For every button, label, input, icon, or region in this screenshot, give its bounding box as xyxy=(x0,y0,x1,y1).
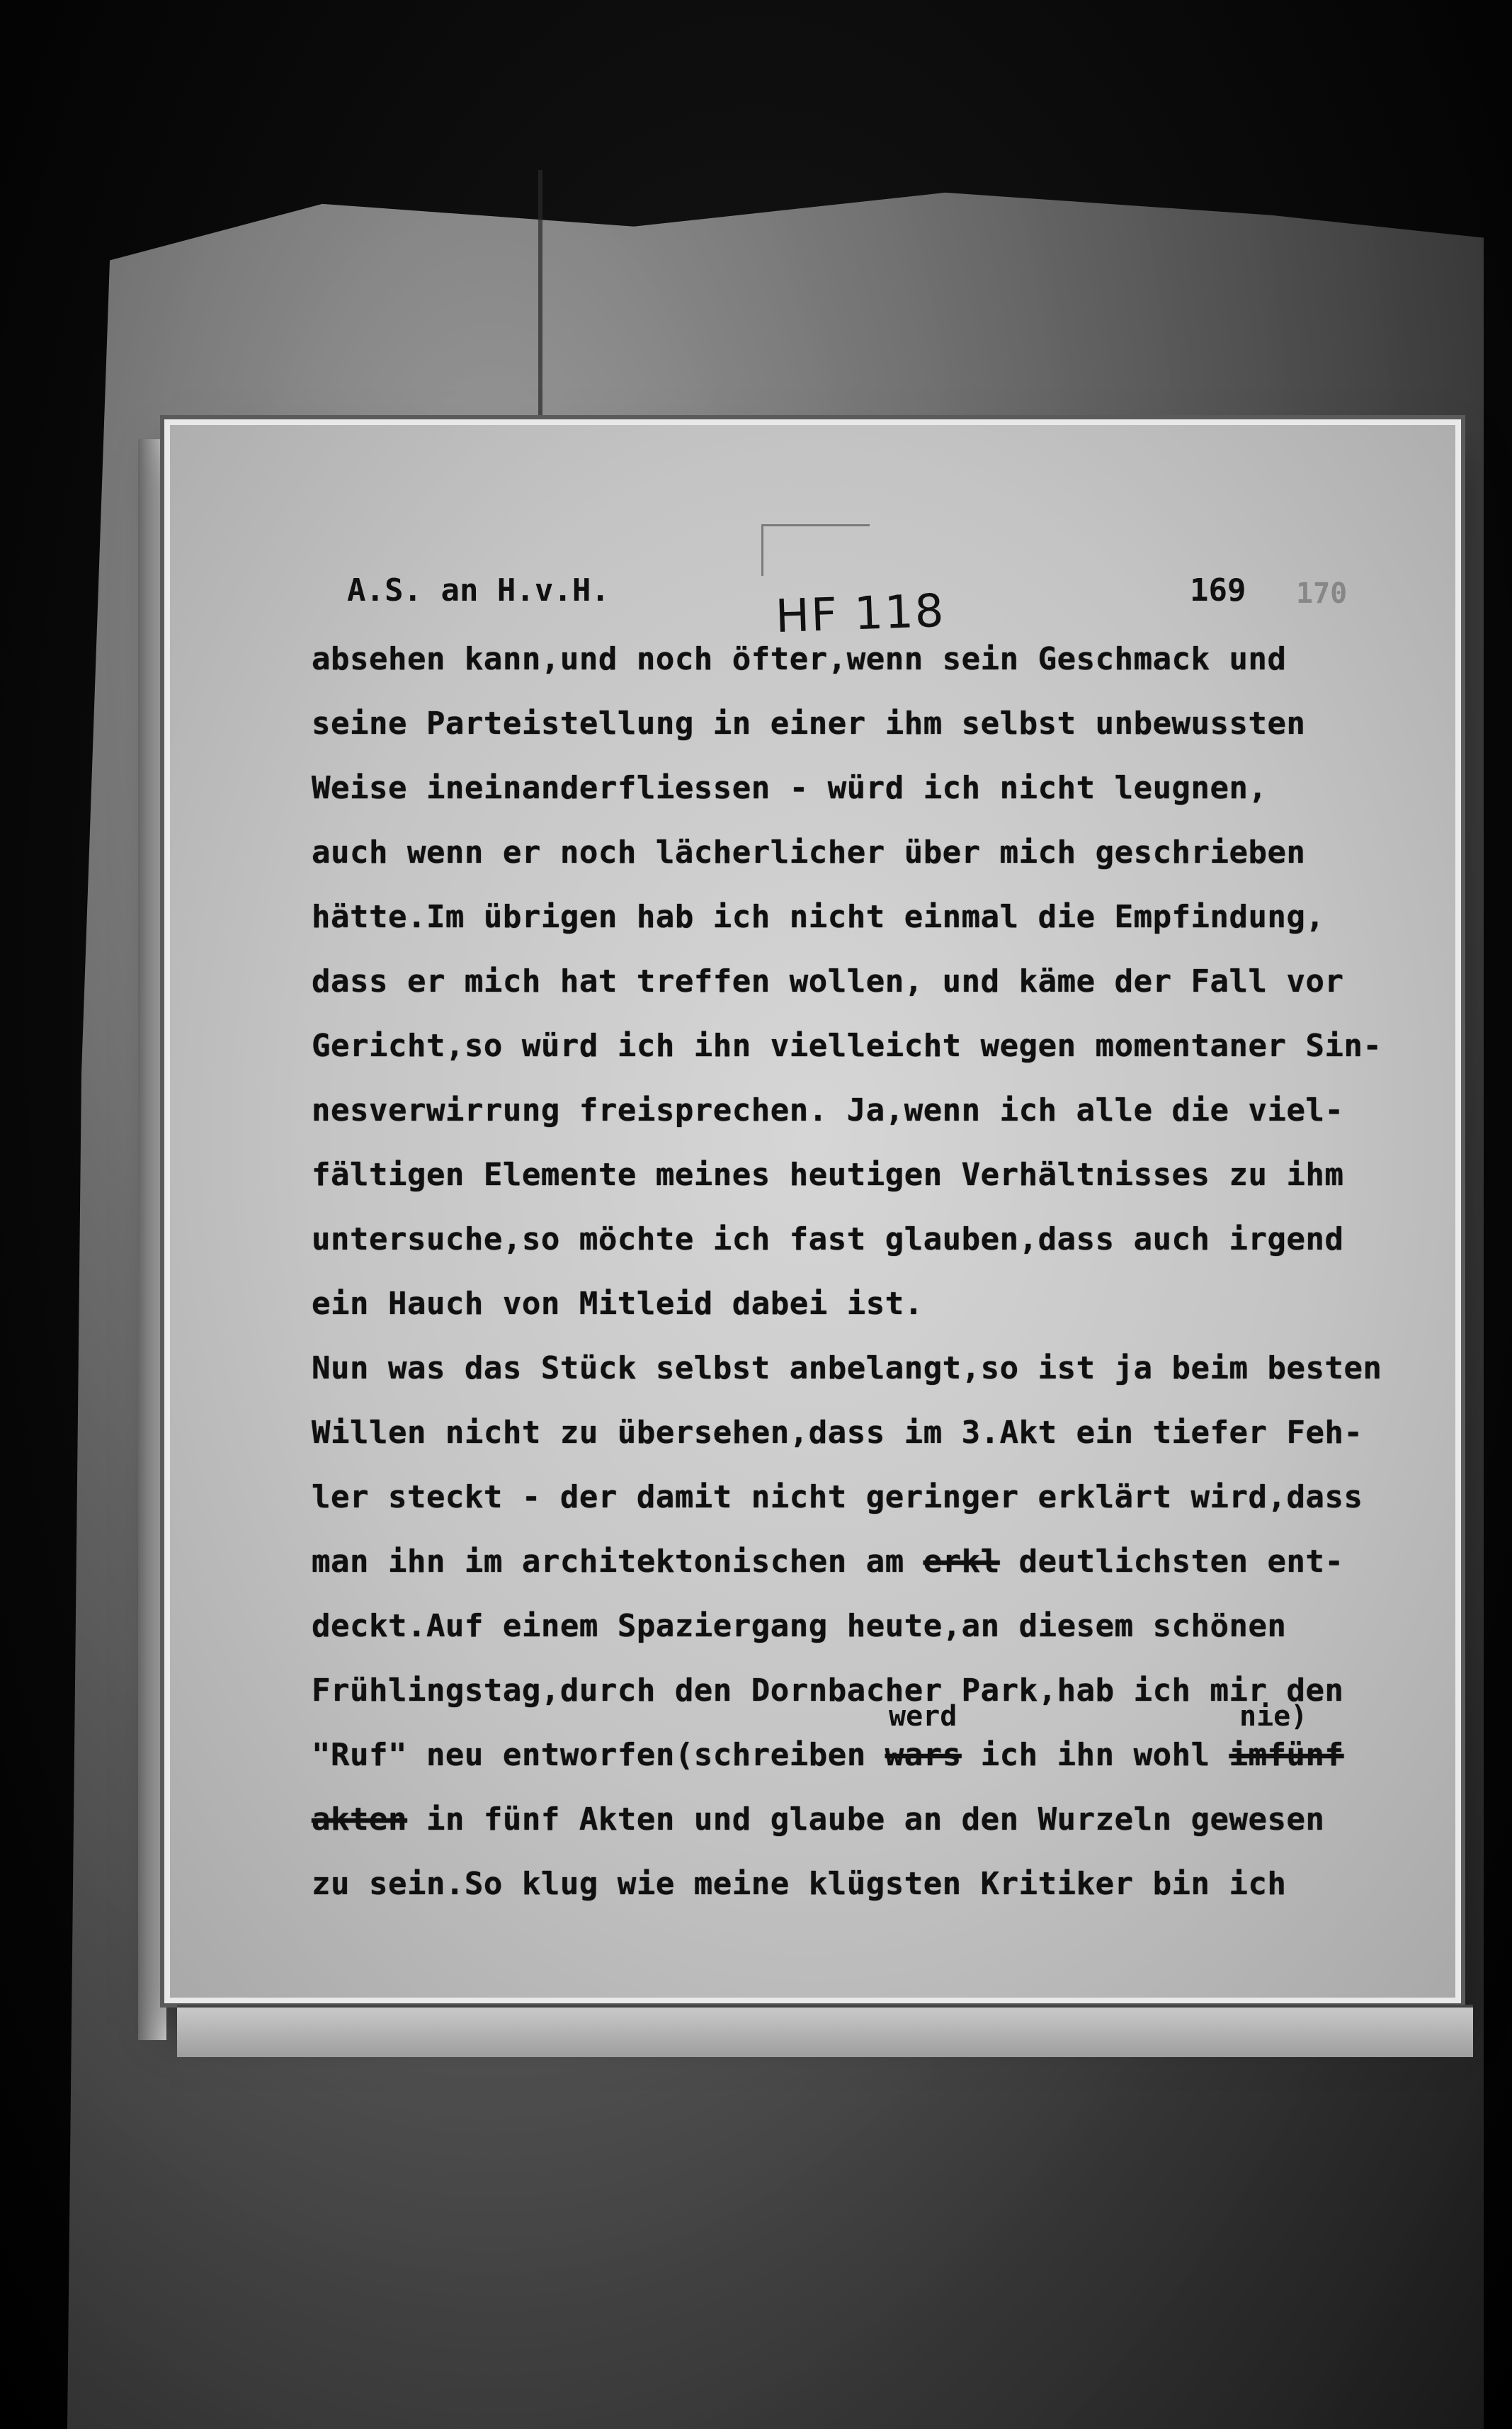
text-line-6: dass er mich hat treffen wollen, und käme der Fall vor xyxy=(312,963,1344,1000)
text-line-15-start: man ihn im architektonischen am xyxy=(312,1544,904,1580)
struck-word: akten xyxy=(312,1801,407,1838)
interlinear-insertion-werd: werd xyxy=(889,1700,957,1733)
text-line-13: Willen nicht zu übersehen,dass im 3.Akt ein tiefer Feh- xyxy=(312,1415,1363,1451)
text-line-8: nesverwirrung freisprechen. Ja,wenn ich alle die viel- xyxy=(312,1092,1344,1128)
text-line-18-start: "Ruf" neu entworfen(schreiben xyxy=(312,1737,866,1773)
pencil-bracket xyxy=(761,524,870,576)
text-line-19 xyxy=(312,1801,1325,1838)
text-line-19-end: in fünf Akten und glaube an den Wurzeln gewesen xyxy=(426,1801,1325,1838)
text-line-1: absehen kann,und noch öfter,wenn sein Geschmack und xyxy=(312,641,1287,677)
letter-header: A.S. an H.v.H. xyxy=(347,572,610,608)
text-line-14: ler steckt - der damit nicht geringer erklärt wird,dass xyxy=(312,1479,1363,1515)
text-line-20: zu sein.So klug wie meine klügsten Kritiker bin ich xyxy=(312,1866,1287,1902)
text-line-18 xyxy=(312,1737,1344,1773)
text-line-4: auch wenn er noch lächerlicher über mich geschrieben xyxy=(312,834,1306,871)
text-line-15-end: deutlichsten ent- xyxy=(1018,1544,1344,1580)
text-line-5: hätte.Im übrigen hab ich nicht einmal die Empfindung, xyxy=(312,899,1325,935)
text-line-9: fältigen Elemente meines heutigen Verhältnisses zu ihm xyxy=(312,1157,1344,1193)
text-line-18-mid: ich ihn wohl xyxy=(980,1737,1210,1773)
page-number-bleedthrough: 170 xyxy=(1296,577,1348,610)
interlinear-insertion-nie: nie) xyxy=(1239,1700,1308,1733)
text-line-16: deckt.Auf einem Spaziergang heute,an diesem schönen xyxy=(312,1608,1287,1644)
struck-word: imfünf xyxy=(1229,1737,1344,1773)
struck-word: wars xyxy=(885,1737,962,1773)
text-line-10: untersuche,so möchte ich fast glauben,dass auch irgend xyxy=(312,1221,1344,1257)
struck-word: erkl xyxy=(923,1544,1000,1580)
text-line-2: seine Parteistellung in einer ihm selbst unbewussten xyxy=(312,706,1306,742)
text-line-3: Weise ineinanderfliessen - würd ich nicht leugnen, xyxy=(312,770,1268,806)
page-number: 169 xyxy=(1190,572,1246,608)
text-line-12: Nun was das Stück selbst anbelangt,so ist ja beim besten xyxy=(312,1350,1382,1386)
text-line-17: Frühlingstag,durch den Dornbacher Park,hab ich mir den xyxy=(312,1672,1344,1709)
text-line-11: ein Hauch von Mitleid dabei ist. xyxy=(312,1286,923,1322)
text-line-7: Gericht,so würd ich ihn vielleicht wegen momentaner Sin- xyxy=(312,1028,1382,1064)
archive-signature: HF 118 xyxy=(774,584,946,644)
text-line-15 xyxy=(312,1544,1344,1580)
